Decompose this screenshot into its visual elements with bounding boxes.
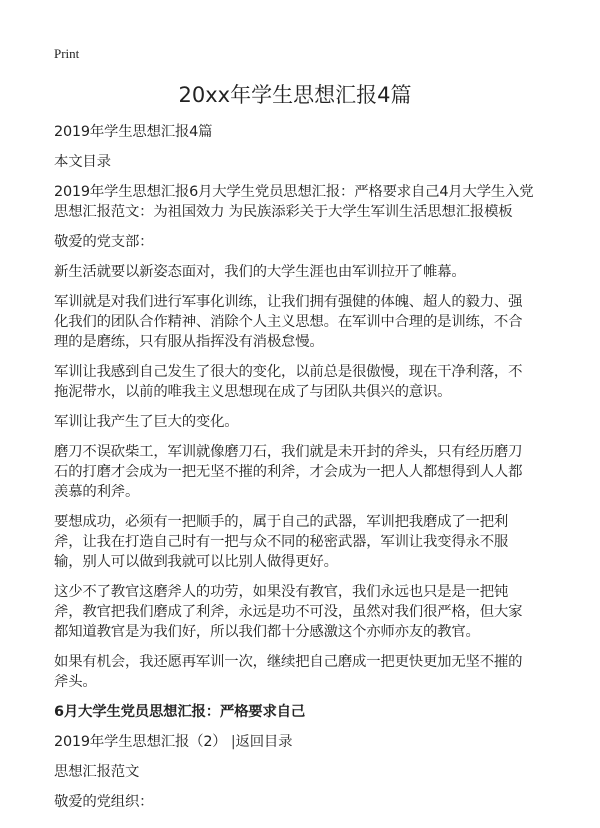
print-label[interactable]: Print [54, 46, 80, 61]
paragraph: 军训让我感到自己发生了很大的变化，以前总是很傲慢，现在干净利落，不拖泥带水，以前的唯我主义思想现在成了与团队共俱兴的意识。 [54, 364, 523, 400]
paragraph: 如果有机会，我还愿再军训一次，继续把自己磨成一把更快更加无坚不摧的斧头。 [54, 654, 523, 690]
paragraph: 要想成功，必须有一把顺手的，属于自己的武器，军训把我磨成了一把利斧，让我在打造自己时有一把与众不同的秘密武器，军训让我变得永不服输，别人可以做到我就可以比别人做得更好。 [54, 514, 509, 570]
paragraph: 军训就是对我们进行军事化训练，让我们拥有强健的体魄、超人的毅力、强化我们的团队合作精神、消除个人主义思想。在军训中合理的是训练，不合理的是磨练，只有服从指挥没有消极怠慢。 [54, 294, 523, 350]
paragraph: 这少不了教官这磨斧人的功劳，如果没有教官，我们永远也只是是一把钝斧，教官把我们磨成了利斧，永远是功不可没，虽然对我们很严格，但大家都知道教官是为我们好，所以我们都十分感激这个亦师亦友的教官。 [54, 584, 523, 640]
document-page [54, 46, 536, 822]
toc-text[interactable]: 2019年学生思想汇报6月大学生党员思想汇报：严格要求自己4月大学生入党思想汇报范文：为祖国效力 为民族添彩关于大学生军训生活思想汇报模板 [54, 184, 534, 220]
paragraph: 军训让我产生了巨大的变化。 [54, 414, 239, 430]
section-nav-label: 2019年学生思想汇报（2） [54, 734, 227, 750]
paragraph: 磨刀不误砍柴工，军训就像磨刀石，我们就是未开封的斧头，只有经历磨刀石的打磨才会成为一把无坚不摧的利斧，才会成为一把人人都想得到人人都羡慕的利斧。 [54, 444, 523, 500]
separator: | [230, 734, 236, 750]
paragraph: 新生活就要以新姿态面对，我们的大学生涯也由军训拉开了帷幕。 [54, 264, 466, 280]
section-heading: 6月大学生党员思想汇报：严格要求自己 [54, 704, 306, 720]
back-to-toc-link[interactable]: 返回目录 [235, 734, 293, 750]
greeting: 敬爱的党组织： [54, 794, 154, 810]
document-title: 20xx年学生思想汇报4篇 [178, 83, 412, 107]
toc-heading: 本文目录 [54, 154, 111, 170]
section-subheading: 思想汇报范文 [54, 764, 140, 780]
paragraph: 敬爱的党支部： [54, 234, 154, 250]
section-nav [54, 732, 536, 752]
subtitle: 2019年学生思想汇报4篇 [54, 124, 213, 140]
